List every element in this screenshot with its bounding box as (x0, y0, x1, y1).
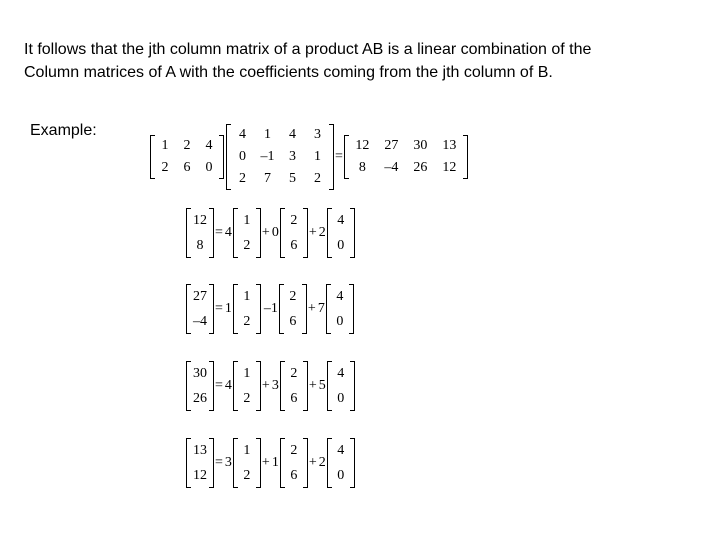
matrix-b-cell: 2 (314, 171, 321, 186)
vector-cell: 4 (337, 365, 345, 381)
matrix-ab-cell: 13 (442, 138, 457, 153)
column-equation-2 (186, 284, 354, 334)
matrix-b-cell: 3 (314, 127, 321, 142)
coefficient: 3 (271, 378, 279, 393)
column-vector (327, 208, 355, 258)
coefficient: 3 (224, 455, 232, 470)
vector-cell: 12 (193, 212, 207, 228)
vector-cell: 6 (290, 237, 298, 253)
intro-line-2: Column matrices of A with the coefficients coming from the jth column of B. (24, 64, 553, 81)
vector-cell: 13 (193, 442, 207, 458)
equals-sign: = (215, 455, 223, 470)
vector-cell: 2 (290, 365, 298, 381)
matrix-ab-cell: 26 (413, 160, 428, 175)
result-vector (186, 284, 214, 334)
column-equation-4 (186, 438, 355, 488)
main-equation (150, 124, 468, 190)
column-vector (279, 284, 307, 334)
coefficient: 4 (224, 225, 232, 240)
coefficient: 4 (224, 378, 232, 393)
matrix-a-cell: 1 (161, 138, 169, 153)
plus-sign: + (307, 301, 316, 316)
vector-cell: 8 (196, 237, 204, 253)
column-vector (233, 361, 261, 411)
vector-cell: 4 (336, 288, 344, 304)
matrix-b-cell: 0 (239, 149, 246, 164)
vector-cell: 1 (243, 365, 251, 381)
vector-cell: 1 (243, 288, 251, 304)
vector-cell: 4 (337, 442, 345, 458)
vector-cell: 27 (193, 288, 207, 304)
vector-cell: 2 (243, 390, 251, 406)
vector-cell: 6 (290, 467, 298, 483)
equals-sign: = (215, 301, 223, 316)
matrix-ab-cell: 8 (358, 160, 366, 175)
vector-cell: –4 (193, 313, 207, 329)
intro-paragraph (24, 38, 714, 84)
plus-sign: + (308, 225, 317, 240)
column-vector (233, 208, 261, 258)
matrix-ab-cell: –4 (384, 160, 399, 175)
plus-sign: + (308, 378, 317, 393)
matrix-ab-cell: 27 (384, 138, 399, 153)
coefficient: –1 (263, 301, 278, 316)
vector-cell: 0 (337, 467, 345, 483)
vector-cell: 2 (290, 212, 298, 228)
vector-cell: 12 (193, 467, 207, 483)
result-vector (186, 438, 214, 488)
matrix-b-cell: 1 (264, 127, 271, 142)
vector-cell: 2 (243, 313, 251, 329)
result-vector (186, 361, 214, 411)
vector-cell: 2 (289, 288, 297, 304)
matrix-a-cell: 0 (205, 160, 213, 175)
matrix-ab (344, 135, 468, 179)
matrix-a-cell: 2 (161, 160, 169, 175)
vector-cell: 0 (337, 390, 345, 406)
matrix-b-cell: 3 (289, 149, 296, 164)
column-vector (233, 438, 261, 488)
equals-sign: = (335, 149, 343, 164)
plus-sign: + (308, 455, 317, 470)
plus-sign: + (261, 225, 270, 240)
matrix-a (150, 135, 224, 179)
intro-line-1: It follows that the jth column matrix of a product AB is a linear combination of the (24, 41, 592, 58)
column-vector (280, 208, 308, 258)
column-vector (327, 438, 355, 488)
example-label: Example: (30, 122, 97, 139)
coefficient: 2 (318, 455, 326, 470)
vector-cell: 6 (290, 390, 298, 406)
column-equation-1 (186, 208, 355, 258)
coefficient: 7 (317, 301, 325, 316)
matrix-ab-cell: 30 (413, 138, 428, 153)
matrix-b-cell: –1 (260, 149, 275, 164)
column-vector (327, 361, 355, 411)
matrix-b-cell: 4 (239, 127, 246, 142)
vector-cell: 4 (337, 212, 345, 228)
matrix-a-cell: 2 (183, 138, 191, 153)
coefficient: 1 (271, 455, 279, 470)
vector-cell: 1 (243, 212, 251, 228)
column-vector (280, 361, 308, 411)
vector-cell: 30 (193, 365, 207, 381)
result-vector (186, 208, 214, 258)
matrix-ab-cell: 12 (442, 160, 457, 175)
coefficient: 2 (318, 225, 326, 240)
matrix-b (226, 124, 334, 190)
matrix-b-cell: 5 (289, 171, 296, 186)
coefficient: 0 (271, 225, 279, 240)
matrix-a-cell: 4 (205, 138, 213, 153)
matrix-b-cell: 4 (289, 127, 296, 142)
plus-sign: + (261, 378, 270, 393)
matrix-b-cell: 1 (314, 149, 321, 164)
vector-cell: 1 (243, 442, 251, 458)
column-equation-3 (186, 361, 355, 411)
coefficient: 1 (224, 301, 232, 316)
matrix-b-cell: 7 (264, 171, 271, 186)
column-vector (326, 284, 354, 334)
vector-cell: 2 (243, 467, 251, 483)
vector-cell: 0 (336, 313, 344, 329)
vector-cell: 2 (243, 237, 251, 253)
vector-cell: 26 (193, 390, 207, 406)
column-vector (280, 438, 308, 488)
vector-cell: 2 (290, 442, 298, 458)
matrix-b-cell: 2 (239, 171, 246, 186)
vector-cell: 6 (289, 313, 297, 329)
column-vector (233, 284, 261, 334)
equals-sign: = (215, 378, 223, 393)
equals-sign: = (215, 225, 223, 240)
plus-sign: + (261, 455, 270, 470)
vector-cell: 0 (337, 237, 345, 253)
matrix-a-cell: 6 (183, 160, 191, 175)
coefficient: 5 (318, 378, 326, 393)
matrix-ab-cell: 12 (355, 138, 370, 153)
